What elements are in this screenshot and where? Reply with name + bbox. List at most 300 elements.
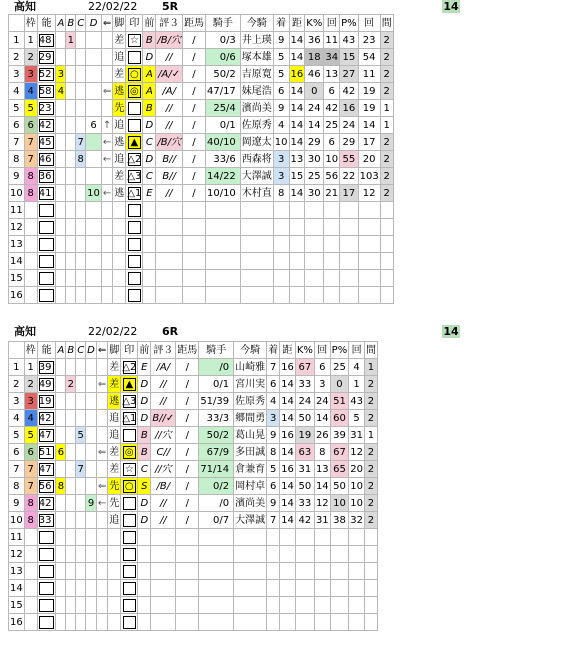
waku-cell[interactable]: 5 <box>24 100 37 117</box>
p-pct-cell[interactable] <box>330 529 349 546</box>
mark-cell[interactable]: △3 <box>121 393 138 410</box>
style-cell[interactable]: 追 <box>108 410 121 427</box>
result-cell[interactable]: 5 <box>273 66 289 83</box>
hyo-cell[interactable] <box>156 270 183 287</box>
interval-cell[interactable]: 2 <box>364 512 377 529</box>
a-cell[interactable] <box>56 597 66 614</box>
p-pct-cell[interactable]: 60 <box>330 410 349 427</box>
b-cell[interactable] <box>66 512 76 529</box>
k-count-cell[interactable]: 11 <box>324 32 340 49</box>
zen-cell[interactable] <box>143 270 156 287</box>
dist-cell[interactable] <box>280 580 296 597</box>
jockey-cell[interactable]: 大澤誠 <box>234 512 267 529</box>
dist-cell[interactable]: 16 <box>280 427 296 444</box>
interval-cell[interactable] <box>380 219 393 236</box>
arrow-cell[interactable] <box>101 32 112 49</box>
b-cell[interactable] <box>66 185 76 202</box>
b-cell[interactable] <box>66 168 76 185</box>
zen-cell[interactable]: B <box>138 444 151 461</box>
kyoba-cell[interactable] <box>176 529 199 546</box>
c-cell[interactable] <box>76 49 86 66</box>
b-cell[interactable] <box>66 495 76 512</box>
p-pct-cell[interactable]: 39 <box>330 427 349 444</box>
interval-cell[interactable] <box>364 529 377 546</box>
zen-cell[interactable]: D <box>143 151 156 168</box>
interval-cell[interactable] <box>364 563 377 580</box>
dist-cell[interactable] <box>289 219 305 236</box>
p-count-cell[interactable]: 14 <box>358 117 380 134</box>
mark-cell[interactable] <box>121 512 138 529</box>
interval-cell[interactable] <box>364 546 377 563</box>
b-cell[interactable] <box>66 100 76 117</box>
arrow-cell[interactable] <box>101 168 112 185</box>
k-pct-cell[interactable] <box>295 597 314 614</box>
hyo-cell[interactable]: // <box>156 117 183 134</box>
a-cell[interactable] <box>56 393 66 410</box>
k-pct-cell[interactable]: 33 <box>295 495 314 512</box>
a-cell[interactable] <box>56 580 66 597</box>
a-cell[interactable]: 3 <box>56 66 66 83</box>
jockey-stats-cell[interactable]: 0/2 <box>199 478 234 495</box>
jockey-cell[interactable]: 大澤誠 <box>240 168 273 185</box>
style-cell[interactable] <box>108 580 121 597</box>
result-cell[interactable]: 4 <box>273 117 289 134</box>
row-number[interactable]: 9 <box>9 168 25 185</box>
jockey-cell[interactable]: 濱尚美 <box>240 100 273 117</box>
hyo-cell[interactable]: /A/ <box>151 359 176 376</box>
interval-cell[interactable]: 2 <box>364 461 377 478</box>
style-cell[interactable]: 追 <box>108 427 121 444</box>
row-number[interactable]: 15 <box>9 597 25 614</box>
jockey-stats-cell[interactable]: 0/3 <box>205 32 240 49</box>
ability-cell[interactable]: 42 <box>37 117 56 134</box>
kyoba-cell[interactable]: / <box>182 151 205 168</box>
k-pct-cell[interactable]: 46 <box>305 66 324 83</box>
kyoba-cell[interactable]: / <box>176 393 199 410</box>
p-pct-cell[interactable] <box>340 287 359 304</box>
k-pct-cell[interactable]: 67 <box>295 359 314 376</box>
k-pct-cell[interactable]: 29 <box>305 134 324 151</box>
a-cell[interactable] <box>56 546 66 563</box>
mark-cell[interactable] <box>121 563 138 580</box>
kyoba-cell[interactable]: / <box>182 66 205 83</box>
k-pct-cell[interactable] <box>305 253 324 270</box>
result-cell[interactable]: 7 <box>267 359 280 376</box>
arrow-cell[interactable]: ⇐ <box>101 83 112 100</box>
jockey-stats-cell[interactable]: 33/3 <box>199 410 234 427</box>
zen-cell[interactable] <box>138 546 151 563</box>
ability-cell[interactable]: 56 <box>37 478 56 495</box>
p-pct-cell[interactable]: 29 <box>340 134 359 151</box>
k-pct-cell[interactable] <box>305 236 324 253</box>
b-cell[interactable] <box>66 478 76 495</box>
arrow-cell[interactable] <box>101 66 112 83</box>
jockey-stats-cell[interactable]: 67/9 <box>199 444 234 461</box>
p-pct-cell[interactable]: 16 <box>340 100 359 117</box>
mark-cell[interactable] <box>126 49 143 66</box>
interval-cell[interactable]: 2 <box>380 49 393 66</box>
hyo-cell[interactable]: /B/穴 <box>156 134 183 151</box>
arrow-cell[interactable] <box>101 270 112 287</box>
k-count-cell[interactable]: 12 <box>314 495 330 512</box>
k-pct-cell[interactable]: 36 <box>305 32 324 49</box>
hyo-cell[interactable] <box>151 546 176 563</box>
zen-cell[interactable] <box>143 236 156 253</box>
c-cell[interactable] <box>76 478 86 495</box>
b-cell[interactable] <box>66 253 76 270</box>
b-cell[interactable] <box>66 597 76 614</box>
result-cell[interactable]: 9 <box>267 495 280 512</box>
a-cell[interactable] <box>56 563 66 580</box>
jockey-stats-cell[interactable]: 71/14 <box>199 461 234 478</box>
mark-cell[interactable] <box>121 546 138 563</box>
zen-cell[interactable]: C <box>138 461 151 478</box>
row-number[interactable]: 8 <box>9 478 25 495</box>
zen-cell[interactable] <box>138 614 151 631</box>
hyo-cell[interactable] <box>156 287 183 304</box>
ability-cell[interactable]: 52 <box>37 66 56 83</box>
ability-cell[interactable] <box>37 580 56 597</box>
kyoba-cell[interactable] <box>182 219 205 236</box>
row-number[interactable]: 16 <box>9 287 25 304</box>
kyoba-cell[interactable]: / <box>176 478 199 495</box>
mark-cell[interactable]: ☆ <box>121 461 138 478</box>
result-cell[interactable]: 6 <box>267 376 280 393</box>
row-number[interactable]: 3 <box>9 66 25 83</box>
d-cell[interactable] <box>86 580 97 597</box>
row-number[interactable]: 11 <box>9 529 25 546</box>
p-count-cell[interactable]: 12 <box>349 444 365 461</box>
arrow-cell[interactable]: ← <box>96 495 107 512</box>
dist-cell[interactable] <box>289 236 305 253</box>
ability-cell[interactable]: 47 <box>37 427 56 444</box>
jockey-cell[interactable] <box>234 597 267 614</box>
jockey-stats-cell[interactable]: 50/2 <box>199 427 234 444</box>
k-pct-cell[interactable] <box>295 546 314 563</box>
p-pct-cell[interactable]: 67 <box>330 444 349 461</box>
p-pct-cell[interactable] <box>340 219 359 236</box>
ability-cell[interactable]: 42 <box>37 410 56 427</box>
mark-cell[interactable]: ○ <box>121 478 138 495</box>
hyo-cell[interactable]: // <box>156 185 183 202</box>
dist-cell[interactable] <box>280 614 296 631</box>
k-pct-cell[interactable]: 25 <box>305 168 324 185</box>
hyo-cell[interactable]: /B/ <box>151 478 176 495</box>
p-pct-cell[interactable] <box>330 580 349 597</box>
arrow-cell[interactable] <box>101 100 112 117</box>
ability-cell[interactable] <box>37 219 56 236</box>
jockey-stats-cell[interactable]: /0 <box>199 359 234 376</box>
hyo-cell[interactable] <box>151 614 176 631</box>
jockey-cell[interactable]: 西森将 <box>240 151 273 168</box>
d-cell[interactable] <box>86 529 97 546</box>
mark-cell[interactable] <box>121 495 138 512</box>
arrow-cell[interactable] <box>96 512 107 529</box>
style-cell[interactable]: 差 <box>113 168 126 185</box>
c-cell[interactable]: 5 <box>76 427 86 444</box>
k-count-cell[interactable] <box>324 253 340 270</box>
interval-cell[interactable]: 2 <box>364 376 377 393</box>
kyoba-cell[interactable]: / <box>176 427 199 444</box>
row-number[interactable]: 12 <box>9 219 25 236</box>
mark-cell[interactable] <box>126 117 143 134</box>
arrow-cell[interactable] <box>101 219 112 236</box>
a-cell[interactable] <box>56 461 66 478</box>
d-cell[interactable] <box>86 614 97 631</box>
k-count-cell[interactable]: 13 <box>314 461 330 478</box>
b-cell[interactable] <box>66 580 76 597</box>
k-pct-cell[interactable] <box>305 202 324 219</box>
waku-cell[interactable]: 2 <box>24 49 37 66</box>
zen-cell[interactable]: D <box>143 49 156 66</box>
p-pct-cell[interactable]: 38 <box>330 512 349 529</box>
c-cell[interactable] <box>76 168 86 185</box>
c-cell[interactable] <box>76 444 86 461</box>
waku-cell[interactable] <box>24 287 37 304</box>
p-count-cell[interactable]: 32 <box>349 512 365 529</box>
d-cell[interactable] <box>86 359 97 376</box>
mark-cell[interactable]: ◎ <box>126 83 143 100</box>
k-count-cell[interactable]: 26 <box>314 427 330 444</box>
dist-cell[interactable]: 14 <box>289 134 305 151</box>
zen-cell[interactable] <box>138 597 151 614</box>
k-count-cell[interactable] <box>314 563 330 580</box>
result-cell[interactable] <box>267 614 280 631</box>
interval-cell[interactable] <box>380 202 393 219</box>
k-count-cell[interactable] <box>314 597 330 614</box>
p-count-cell[interactable] <box>349 546 365 563</box>
k-pct-cell[interactable] <box>305 287 324 304</box>
p-pct-cell[interactable] <box>330 614 349 631</box>
c-cell[interactable]: 8 <box>76 151 86 168</box>
arrow-cell[interactable] <box>101 49 112 66</box>
k-pct-cell[interactable]: 31 <box>295 461 314 478</box>
zen-cell[interactable]: E <box>138 359 151 376</box>
p-count-cell[interactable]: 5 <box>349 410 365 427</box>
row-number[interactable]: 10 <box>9 185 25 202</box>
dist-cell[interactable] <box>289 287 305 304</box>
kyoba-cell[interactable] <box>176 546 199 563</box>
c-cell[interactable] <box>76 410 86 427</box>
c-cell[interactable] <box>76 66 86 83</box>
waku-cell[interactable]: 4 <box>24 83 37 100</box>
zen-cell[interactable]: C <box>143 134 156 151</box>
waku-cell[interactable]: 5 <box>24 427 37 444</box>
dist-cell[interactable]: 14 <box>289 83 305 100</box>
a-cell[interactable] <box>56 236 66 253</box>
b-cell[interactable] <box>66 410 76 427</box>
dist-cell[interactable]: 14 <box>280 376 296 393</box>
waku-cell[interactable]: 6 <box>24 117 37 134</box>
k-count-cell[interactable]: 56 <box>324 168 340 185</box>
mark-cell[interactable]: △2 <box>126 151 143 168</box>
interval-cell[interactable]: 2 <box>380 151 393 168</box>
ability-cell[interactable]: 47 <box>37 461 56 478</box>
a-cell[interactable] <box>56 270 66 287</box>
row-number[interactable]: 13 <box>9 236 25 253</box>
jockey-stats-cell[interactable] <box>205 202 240 219</box>
waku-cell[interactable] <box>24 597 37 614</box>
interval-cell[interactable] <box>380 270 393 287</box>
d-cell[interactable] <box>86 32 102 49</box>
waku-cell[interactable] <box>24 529 37 546</box>
dist-cell[interactable]: 14 <box>280 444 296 461</box>
d-cell[interactable] <box>86 478 97 495</box>
a-cell[interactable]: 4 <box>56 83 66 100</box>
p-count-cell[interactable] <box>358 287 380 304</box>
dist-cell[interactable]: 14 <box>289 117 305 134</box>
dist-cell[interactable]: 14 <box>280 393 296 410</box>
jockey-cell[interactable] <box>234 580 267 597</box>
d-cell[interactable]: 9 <box>86 495 97 512</box>
c-cell[interactable] <box>76 287 86 304</box>
kyoba-cell[interactable]: / <box>176 359 199 376</box>
p-count-cell[interactable]: 19 <box>358 100 380 117</box>
row-number[interactable]: 15 <box>9 270 25 287</box>
p-count-cell[interactable] <box>358 202 380 219</box>
hyo-cell[interactable]: B// <box>156 151 183 168</box>
b-cell[interactable] <box>66 359 76 376</box>
k-pct-cell[interactable]: 19 <box>295 427 314 444</box>
waku-cell[interactable] <box>24 546 37 563</box>
style-cell[interactable] <box>113 270 126 287</box>
ability-cell[interactable]: 36 <box>37 168 56 185</box>
p-pct-cell[interactable] <box>330 563 349 580</box>
k-count-cell[interactable]: 6 <box>324 83 340 100</box>
k-count-cell[interactable]: 42 <box>324 100 340 117</box>
ability-cell[interactable]: 19 <box>37 393 56 410</box>
kyoba-cell[interactable]: / <box>182 117 205 134</box>
arrow-cell[interactable]: ⇐ <box>96 376 107 393</box>
p-pct-cell[interactable] <box>340 236 359 253</box>
dist-cell[interactable]: 14 <box>289 185 305 202</box>
arrow-cell[interactable] <box>96 529 107 546</box>
waku-cell[interactable]: 6 <box>24 444 37 461</box>
style-cell[interactable] <box>113 253 126 270</box>
waku-cell[interactable]: 8 <box>24 512 37 529</box>
k-count-cell[interactable]: 6 <box>314 359 330 376</box>
jockey-cell[interactable] <box>240 219 273 236</box>
p-pct-cell[interactable] <box>340 253 359 270</box>
jockey-cell[interactable] <box>234 614 267 631</box>
k-count-cell[interactable]: 8 <box>314 444 330 461</box>
d-cell[interactable] <box>86 427 97 444</box>
ability-cell[interactable] <box>37 529 56 546</box>
mark-cell[interactable] <box>126 100 143 117</box>
interval-cell[interactable] <box>364 597 377 614</box>
hyo-cell[interactable]: //穴 <box>151 427 176 444</box>
ability-cell[interactable] <box>37 597 56 614</box>
d-cell[interactable] <box>86 168 102 185</box>
zen-cell[interactable] <box>143 287 156 304</box>
c-cell[interactable] <box>76 495 86 512</box>
style-cell[interactable] <box>108 529 121 546</box>
jockey-cell[interactable]: 岡遼太 <box>240 134 273 151</box>
a-cell[interactable]: 6 <box>56 444 66 461</box>
k-pct-cell[interactable]: 0 <box>305 83 324 100</box>
waku-cell[interactable] <box>24 253 37 270</box>
mark-cell[interactable] <box>126 287 143 304</box>
arrow-cell[interactable] <box>101 287 112 304</box>
style-cell[interactable] <box>113 236 126 253</box>
style-cell[interactable] <box>113 219 126 236</box>
style-cell[interactable]: 逃 <box>113 185 126 202</box>
jockey-stats-cell[interactable] <box>199 597 234 614</box>
ability-cell[interactable]: 41 <box>37 185 56 202</box>
k-count-cell[interactable] <box>324 270 340 287</box>
mark-cell[interactable]: △2 <box>121 359 138 376</box>
jockey-stats-cell[interactable]: 0/1 <box>205 117 240 134</box>
kyoba-cell[interactable]: / <box>182 185 205 202</box>
a-cell[interactable] <box>56 427 66 444</box>
mark-cell[interactable] <box>121 614 138 631</box>
kyoba-cell[interactable]: / <box>176 410 199 427</box>
ability-cell[interactable]: 42 <box>37 495 56 512</box>
style-cell[interactable]: 差 <box>108 444 121 461</box>
k-pct-cell[interactable]: 42 <box>295 512 314 529</box>
k-count-cell[interactable] <box>324 202 340 219</box>
mark-cell[interactable]: ○ <box>126 66 143 83</box>
a-cell[interactable] <box>56 100 66 117</box>
dist-cell[interactable] <box>289 270 305 287</box>
dist-cell[interactable] <box>280 546 296 563</box>
style-cell[interactable]: 差 <box>108 359 121 376</box>
style-cell[interactable]: 逃 <box>113 134 126 151</box>
mark-cell[interactable]: △1 <box>126 185 143 202</box>
jockey-cell[interactable]: 塚本雄 <box>240 49 273 66</box>
arrow-cell[interactable] <box>101 236 112 253</box>
jockey-cell[interactable]: 妹尾浩 <box>240 83 273 100</box>
interval-cell[interactable] <box>380 236 393 253</box>
waku-cell[interactable] <box>24 236 37 253</box>
d-cell[interactable] <box>86 49 102 66</box>
waku-cell[interactable]: 3 <box>24 393 37 410</box>
jockey-cell[interactable]: 山崎雅 <box>234 359 267 376</box>
arrow-cell[interactable] <box>101 253 112 270</box>
k-pct-cell[interactable] <box>305 219 324 236</box>
dist-cell[interactable] <box>289 202 305 219</box>
row-number[interactable]: 5 <box>9 100 25 117</box>
c-cell[interactable] <box>76 185 86 202</box>
ability-cell[interactable] <box>37 270 56 287</box>
row-number[interactable]: 1 <box>9 359 25 376</box>
waku-cell[interactable]: 7 <box>24 134 37 151</box>
hyo-cell[interactable]: // <box>151 393 176 410</box>
waku-cell[interactable]: 7 <box>24 461 37 478</box>
k-pct-cell[interactable] <box>305 270 324 287</box>
k-count-cell[interactable]: 10 <box>324 151 340 168</box>
b-cell[interactable] <box>66 202 76 219</box>
result-cell[interactable]: 4 <box>267 393 280 410</box>
zen-cell[interactable] <box>138 580 151 597</box>
b-cell[interactable]: 1 <box>66 32 76 49</box>
jockey-stats-cell[interactable]: 25/4 <box>205 100 240 117</box>
zen-cell[interactable]: D <box>138 376 151 393</box>
zen-cell[interactable]: D <box>138 512 151 529</box>
interval-cell[interactable]: 2 <box>380 66 393 83</box>
kyoba-cell[interactable]: / <box>182 168 205 185</box>
result-cell[interactable]: 5 <box>273 49 289 66</box>
arrow-cell[interactable] <box>96 563 107 580</box>
style-cell[interactable] <box>108 597 121 614</box>
k-count-cell[interactable] <box>314 546 330 563</box>
a-cell[interactable] <box>56 512 66 529</box>
k-count-cell[interactable]: 3 <box>314 376 330 393</box>
row-number[interactable]: 12 <box>9 546 25 563</box>
c-cell[interactable] <box>76 32 86 49</box>
arrow-cell[interactable]: ← <box>101 134 112 151</box>
b-cell[interactable] <box>66 444 76 461</box>
